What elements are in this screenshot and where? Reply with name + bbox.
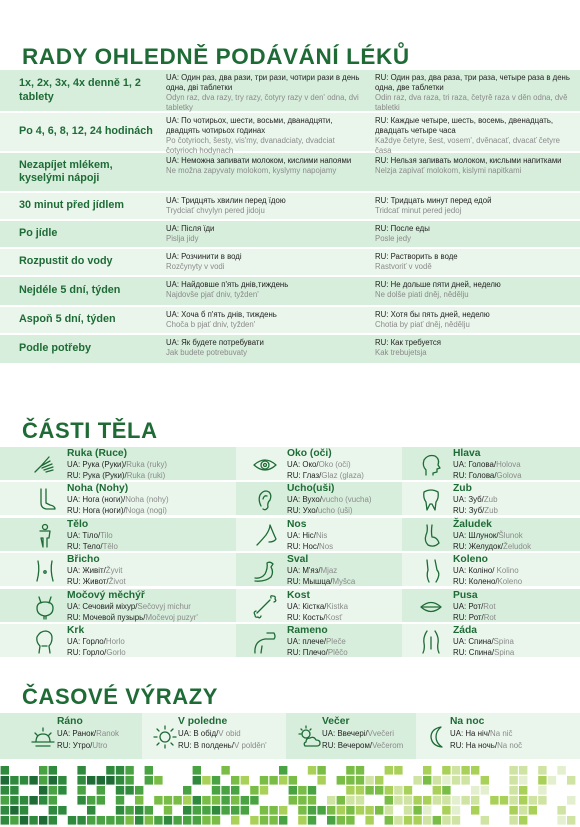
time-expressions-row xyxy=(0,713,580,759)
advice-russian xyxy=(371,307,580,333)
ru-text: RU: Нос/ xyxy=(287,541,320,551)
advice-czech: Aspoň 5 dní, týden xyxy=(19,313,116,326)
advice-czech: Rozpustit do vody xyxy=(19,255,113,268)
ru-transliteration: Glaz (glaza) xyxy=(321,471,364,480)
ua-line xyxy=(67,637,125,646)
ru-text: RU: Кость/ xyxy=(287,612,326,622)
ua-transliteration: Oko (oči) xyxy=(318,460,351,469)
neck-icon xyxy=(32,629,58,655)
body-icon xyxy=(32,523,58,549)
hand-icon xyxy=(32,452,58,478)
body-part-name: Krk xyxy=(67,624,85,636)
advice-russian xyxy=(371,153,580,191)
ua-line xyxy=(453,460,521,469)
ua-transliteration: Pislja jidy xyxy=(166,233,199,243)
body-part-name: Koleno xyxy=(453,554,488,566)
ua-line xyxy=(453,495,497,504)
ua-line xyxy=(67,602,191,611)
moon-icon xyxy=(424,724,448,748)
sunrise-icon xyxy=(30,724,54,748)
ua-transliteration: Ruka (ruky) xyxy=(126,460,168,469)
ru-line xyxy=(287,577,355,586)
body-part-name: Sval xyxy=(287,554,309,566)
advice-czech: Podle potřeby xyxy=(19,342,91,355)
advice-russian xyxy=(371,277,580,305)
ua-text: UA: По чотирьох, шести, восьми, дванадцяти, двадцять чотирьох годинах xyxy=(166,116,333,135)
ua-text: UA: плече/ xyxy=(287,636,327,646)
shoulder-icon xyxy=(252,629,278,655)
advice-ukrainian xyxy=(162,307,371,333)
ua-transliteration: Pleče xyxy=(326,636,346,646)
ru-text: RU: Ухо/ xyxy=(287,506,318,516)
ru-line xyxy=(67,506,167,515)
ru-text: RU: Спина/ xyxy=(453,647,495,657)
section-title-time: ČASOVÉ VÝRAZY xyxy=(22,684,219,709)
ru-text: RU: Живот/ xyxy=(67,577,109,587)
mouth-icon xyxy=(418,594,444,620)
decorative-pixel-pattern xyxy=(0,765,580,827)
ua-transliteration: Mjaz xyxy=(320,566,338,576)
advice-russian xyxy=(371,221,580,247)
ua-line xyxy=(57,729,119,738)
ru-transliteration: Spina xyxy=(494,647,515,657)
muscle-icon xyxy=(252,558,278,584)
ru-text: RU: Колено/ xyxy=(453,577,498,587)
ua-transliteration: Choča b pjať dniv, tyžden' xyxy=(166,319,256,329)
ru-line xyxy=(453,613,496,622)
ua-transliteration: Najdovše pjať dniv, tyžden' xyxy=(166,289,259,299)
ua-text: UA: Горло/ xyxy=(67,636,106,646)
ru-transliteration: V polděn' xyxy=(233,741,267,750)
ru-line xyxy=(67,542,118,551)
advice-czech: Nejdéle 5 dní, týden xyxy=(19,284,121,297)
body-part-item xyxy=(0,624,236,658)
ua-transliteration: Ranok xyxy=(96,729,119,738)
ua-text: UA: Нога (ноги)/ xyxy=(67,495,126,505)
ua-transliteration: Po čotyrioch, šesty, vis'my, dvanadciaty, dvadciat čotyrioch hodynach xyxy=(166,135,335,155)
time-item xyxy=(142,713,286,759)
nose-icon xyxy=(252,523,278,549)
ua-line xyxy=(322,729,394,738)
ru-transliteration: Koleno xyxy=(497,577,523,587)
body-part-name: Ucho(uši) xyxy=(287,483,335,495)
ua-text: UA: Шлунок/ xyxy=(453,530,499,540)
ua-text: UA: Вухо/ xyxy=(287,495,322,505)
ru-line xyxy=(287,542,333,551)
body-part-item xyxy=(0,447,236,481)
ru-line xyxy=(322,741,403,750)
body-part-item xyxy=(402,447,580,481)
ru-transliteration: Noga (nogi) xyxy=(125,506,167,516)
ru-transliteration: Odin raz, dva raza, tri raza, četyrě raza v děn odna, dvě tabletki xyxy=(375,92,568,112)
ua-text: UA: Після їди xyxy=(166,224,215,233)
ru-transliteration: Močevoj puzyr' xyxy=(145,612,198,622)
body-part-name: Oko (oči) xyxy=(287,448,332,459)
ua-text: UA: Спина/ xyxy=(453,636,494,646)
ru-text: RU: Тело/ xyxy=(67,541,103,551)
ru-text: RU: Растворить в воде xyxy=(375,252,458,261)
ru-text: RU: Мочевой пузырь/ xyxy=(67,612,146,622)
ru-transliteration: Zub xyxy=(484,506,498,516)
body-row xyxy=(0,589,580,624)
ru-text: RU: Плечо/ xyxy=(287,647,328,657)
ua-line xyxy=(287,602,348,611)
ua-text: UA: Ранок/ xyxy=(57,729,97,738)
ua-line xyxy=(287,495,371,504)
ua-transliteration: Tilo xyxy=(100,530,113,540)
advice-czech: 30 minut před jídlem xyxy=(19,199,124,212)
ua-transliteration: Spina xyxy=(493,636,514,646)
ua-transliteration: Jak budete potrebuvaty xyxy=(166,347,248,357)
ua-line xyxy=(453,531,523,540)
time-name: V poledne xyxy=(178,716,228,727)
ua-line xyxy=(450,729,512,738)
advice-ukrainian xyxy=(162,113,371,155)
ru-transliteration: Kak trebujetsja xyxy=(375,347,427,357)
ru-line xyxy=(453,577,522,586)
knee-icon xyxy=(418,558,444,584)
ru-transliteration: Každye četyre, šest, vosem', dvěnacať, dvacať četyre časa xyxy=(375,135,561,155)
advice-russian xyxy=(371,70,580,111)
advice-russian xyxy=(371,335,580,363)
ear-icon xyxy=(252,487,278,513)
ua-text: UA: Ввечері/ xyxy=(322,729,368,738)
ua-transliteration: Noha (nohy) xyxy=(125,495,169,505)
advice-ukrainian xyxy=(162,221,371,247)
advice-row xyxy=(0,277,580,307)
ua-transliteration: Zub xyxy=(483,495,498,505)
ua-transliteration: Na nič xyxy=(490,729,513,738)
ua-text: UA: Тіло/ xyxy=(67,530,101,540)
ua-line xyxy=(287,637,346,646)
ru-line xyxy=(453,648,514,657)
body-row xyxy=(0,447,580,482)
advice-row xyxy=(0,193,580,221)
ru-line xyxy=(178,741,267,750)
advice-czech: Nezapíjet mlékem, kyselými nápoji xyxy=(19,158,113,184)
time-item xyxy=(416,713,580,759)
ua-text: UA: Голова/ xyxy=(453,460,497,469)
ru-transliteration: Rot xyxy=(483,612,496,622)
body-part-item xyxy=(0,589,236,623)
ru-text: RU: Тридцать минут перед едой xyxy=(375,196,492,205)
ua-transliteration: Rot xyxy=(483,601,496,611)
ua-text: UA: Один раз, два рази, три рази, чотири рази в день одна, дві таблетки xyxy=(166,73,360,92)
body-part-item xyxy=(236,624,402,658)
ua-line xyxy=(287,531,327,540)
ua-line xyxy=(453,602,496,611)
advice-row xyxy=(0,221,580,249)
ua-line xyxy=(453,637,514,646)
head-icon xyxy=(418,452,444,478)
body-part-name: Nos xyxy=(287,518,307,530)
body-part-item xyxy=(236,518,402,552)
ru-line xyxy=(450,741,522,750)
ru-transliteration: Na noč xyxy=(497,741,523,750)
ru-transliteration: Utro xyxy=(92,741,108,750)
ru-line xyxy=(453,471,522,480)
advice-row xyxy=(0,249,580,277)
ru-transliteration: Plěčo xyxy=(327,647,348,657)
ua-transliteration: Rozčynyty v vodi xyxy=(166,261,225,271)
body-part-item xyxy=(236,447,402,481)
ua-text: UA: Рот/ xyxy=(453,601,484,611)
ua-text: UA: Ніс/ xyxy=(287,530,316,540)
advice-russian xyxy=(371,249,580,275)
section-title-advice: RADY OHLEDNĚ PODÁVÁNÍ LÉKŮ xyxy=(22,44,410,69)
ru-transliteration: Chotia by piať dněj, nědělju xyxy=(375,319,470,329)
ru-transliteration: Život xyxy=(108,577,126,587)
ua-text: UA: Живіт/ xyxy=(67,566,106,576)
body-row xyxy=(0,482,580,517)
advice-row xyxy=(0,70,580,113)
ua-line xyxy=(67,460,167,469)
ru-transliteration: Ruka (ruki) xyxy=(126,471,166,480)
body-part-name: Pusa xyxy=(453,589,478,601)
advice-ukrainian xyxy=(162,153,371,191)
body-part-item xyxy=(402,553,580,587)
ru-text: RU: Как требуется xyxy=(375,338,441,347)
time-name: Večer xyxy=(322,716,350,727)
ua-line xyxy=(178,729,241,738)
ru-text: RU: Один раз, два раза, три раза, четыре раза в день одна, две таблетки xyxy=(375,73,570,92)
back-icon xyxy=(418,629,444,655)
advice-ukrainian xyxy=(162,193,371,219)
ru-text: RU: Утро/ xyxy=(57,741,93,750)
ua-text: UA: Око/ xyxy=(287,460,319,469)
advice-ukrainian xyxy=(162,277,371,305)
ua-transliteration: Odyn raz, dva razy, try razy, čotyry razy v den' odna, dvi tabletky xyxy=(166,92,359,112)
ru-transliteration: Tridcať minut pered jedoj xyxy=(375,205,462,215)
ua-transliteration: Sečovyj michur xyxy=(137,601,191,611)
advice-czech: Po 4, 6, 8, 12, 24 hodinách xyxy=(19,125,153,138)
time-item xyxy=(0,713,142,759)
ru-text: RU: На ночь/ xyxy=(450,741,498,750)
advice-table xyxy=(0,70,580,365)
ua-text: UA: Сечовий міхур/ xyxy=(67,601,138,611)
ua-transliteration: V obid xyxy=(218,729,241,738)
ru-transliteration: Želudok xyxy=(503,541,532,551)
ru-transliteration: Golova xyxy=(496,471,522,480)
ua-line xyxy=(287,566,337,575)
ua-text: UA: Коліно/ xyxy=(453,566,495,576)
foot-icon xyxy=(32,487,58,513)
body-part-item xyxy=(236,553,402,587)
ru-line xyxy=(287,506,353,515)
ru-text: RU: Не дольше пяти дней, неделю xyxy=(375,280,501,289)
ua-transliteration: Horlo xyxy=(105,636,125,646)
body-part-item xyxy=(236,482,402,516)
ru-line xyxy=(67,577,126,586)
ru-transliteration: Gorlo xyxy=(106,647,126,657)
ru-text: RU: Глаз/ xyxy=(287,471,322,480)
advice-russian xyxy=(371,193,580,219)
ru-transliteration: Tělo xyxy=(102,541,118,551)
ru-text: RU: Хотя бы пять дней, неделю xyxy=(375,310,490,319)
stomach-icon xyxy=(418,523,444,549)
advice-row xyxy=(0,307,580,335)
ru-text: RU: Зуб/ xyxy=(453,506,485,516)
ru-transliteration: Myšca xyxy=(332,577,356,587)
ua-line xyxy=(287,460,351,469)
body-part-name: Ruka (Ruce) xyxy=(67,448,128,459)
ru-line xyxy=(287,613,342,622)
ru-transliteration: Nos xyxy=(319,541,334,551)
bone-icon xyxy=(252,594,278,620)
body-row xyxy=(0,553,580,588)
time-name: Ráno xyxy=(57,716,83,727)
ua-text: UA: В обід/ xyxy=(178,729,219,738)
body-part-item xyxy=(0,482,236,516)
ru-line xyxy=(453,542,531,551)
advice-russian xyxy=(371,113,580,155)
body-part-item xyxy=(402,589,580,623)
ru-text: RU: Нельзя запивать молоком, кислыми напитками xyxy=(375,156,562,165)
ua-transliteration: Trydciať chvylyn pered jidoju xyxy=(166,205,265,215)
ru-text: RU: Нога (ноги)/ xyxy=(67,506,126,516)
body-part-item xyxy=(402,624,580,658)
ru-text: RU: Каждые четыре, шесть, восемь, двенадцать, двадцать четыре часа xyxy=(375,116,554,135)
ru-line xyxy=(57,741,107,750)
ua-line xyxy=(453,566,519,575)
advice-czech: 1x, 2x, 3x, 4x denně 1, 2 tablety xyxy=(19,77,141,103)
ua-text: UA: Зуб/ xyxy=(453,495,484,505)
ru-transliteration: Kosť xyxy=(325,612,343,622)
ru-transliteration: Posle jedy xyxy=(375,233,411,243)
body-part-name: Hlava xyxy=(453,448,481,459)
ua-text: UA: Тридцять хвилин перед їдою xyxy=(166,196,286,205)
body-part-item xyxy=(0,553,236,587)
body-part-name: Rameno xyxy=(287,624,328,636)
ru-transliteration: ucho (uši) xyxy=(317,506,353,516)
advice-ukrainian xyxy=(162,249,371,275)
body-part-name: Zub xyxy=(453,483,472,495)
ua-transliteration: Kolino xyxy=(494,566,519,576)
section-title-body-parts: ČÁSTI TĚLA xyxy=(22,418,158,443)
body-part-name: Močový měchýř xyxy=(67,589,145,601)
body-part-item xyxy=(0,518,236,552)
sun-icon xyxy=(152,724,176,748)
ua-transliteration: Žyvit xyxy=(105,566,123,576)
advice-row xyxy=(0,113,580,153)
ru-line xyxy=(67,471,165,480)
body-part-name: Záda xyxy=(453,624,478,636)
ua-transliteration: Kistka xyxy=(326,601,348,611)
ua-text: UA: М'яз/ xyxy=(287,566,321,576)
ru-text: RU: Рука (Руки)/ xyxy=(67,471,127,480)
advice-row xyxy=(0,335,580,365)
eye-icon xyxy=(252,452,278,478)
ru-text: RU: Горло/ xyxy=(67,647,107,657)
ru-transliteration: Rastvoriť v vodě xyxy=(375,261,432,271)
ua-text: UA: Хоча б п'ять днів, тиждень xyxy=(166,310,277,319)
bladder-icon xyxy=(32,594,58,620)
ua-line xyxy=(67,566,122,575)
ru-transliteration: Nelzja zapivať molokom, kislymi napitkami xyxy=(375,165,522,175)
tooth-icon xyxy=(418,487,444,513)
body-part-name: Břicho xyxy=(67,554,100,566)
ua-transliteration: Ne možna zapyvaty molokom, kyslymy napojamy xyxy=(166,165,337,175)
ua-text: UA: Як будете потребувати xyxy=(166,338,264,347)
body-parts-grid xyxy=(0,447,580,659)
advice-ukrainian xyxy=(162,70,371,111)
ua-text: UA: Розчинити в воді xyxy=(166,252,242,261)
body-part-item xyxy=(402,518,580,552)
time-name: Na noc xyxy=(450,716,485,727)
ua-line xyxy=(67,531,113,540)
ru-line xyxy=(453,506,498,515)
advice-row xyxy=(0,153,580,193)
ru-text: RU: Желудок/ xyxy=(453,541,504,551)
time-item xyxy=(286,713,416,759)
ru-line xyxy=(67,648,126,657)
body-part-name: Tělo xyxy=(67,518,89,530)
body-part-name: Žaludek xyxy=(453,518,492,530)
ua-text: UA: Кістка/ xyxy=(287,601,327,611)
body-row xyxy=(0,518,580,553)
ru-text: RU: В полдень/ xyxy=(178,741,234,750)
ua-text: UA: Найдовше п'ять днів,тиждень xyxy=(166,280,289,289)
ru-transliteration: Ne dolše piati dněj, nědělju xyxy=(375,289,469,299)
ru-text: RU: Рот/ xyxy=(453,612,484,622)
ua-transliteration: vucho (vucha) xyxy=(321,495,372,505)
ua-line xyxy=(67,495,169,504)
ru-line xyxy=(287,648,348,657)
sun-cloud-icon xyxy=(296,724,320,748)
body-part-name: Noha (Nohy) xyxy=(67,483,129,495)
ru-line xyxy=(287,471,364,480)
advice-czech: Po jídle xyxy=(19,227,58,240)
belly-icon xyxy=(32,558,58,584)
ru-text: RU: Мышца/ xyxy=(287,577,333,587)
body-part-item xyxy=(236,589,402,623)
ua-text: UA: Рука (Руки)/ xyxy=(67,460,127,469)
ru-text: RU: Голова/ xyxy=(453,471,497,480)
ua-transliteration: Vvečeri xyxy=(367,729,394,738)
body-row xyxy=(0,624,580,659)
ru-text: RU: Вечером/ xyxy=(322,741,373,750)
ru-text: RU: После еды xyxy=(375,224,430,233)
ua-transliteration: Holova xyxy=(496,460,521,469)
ua-transliteration: Šlunok xyxy=(498,530,523,540)
ua-text: UA: На ніч/ xyxy=(450,729,491,738)
body-part-name: Kost xyxy=(287,589,310,601)
ru-transliteration: Večerom xyxy=(372,741,404,750)
body-part-item xyxy=(402,482,580,516)
ru-line xyxy=(67,613,198,622)
ua-transliteration: Nis xyxy=(315,530,328,540)
advice-ukrainian xyxy=(162,335,371,363)
ua-text: UA: Неможна запивати молоком, кислими напоями xyxy=(166,156,352,165)
